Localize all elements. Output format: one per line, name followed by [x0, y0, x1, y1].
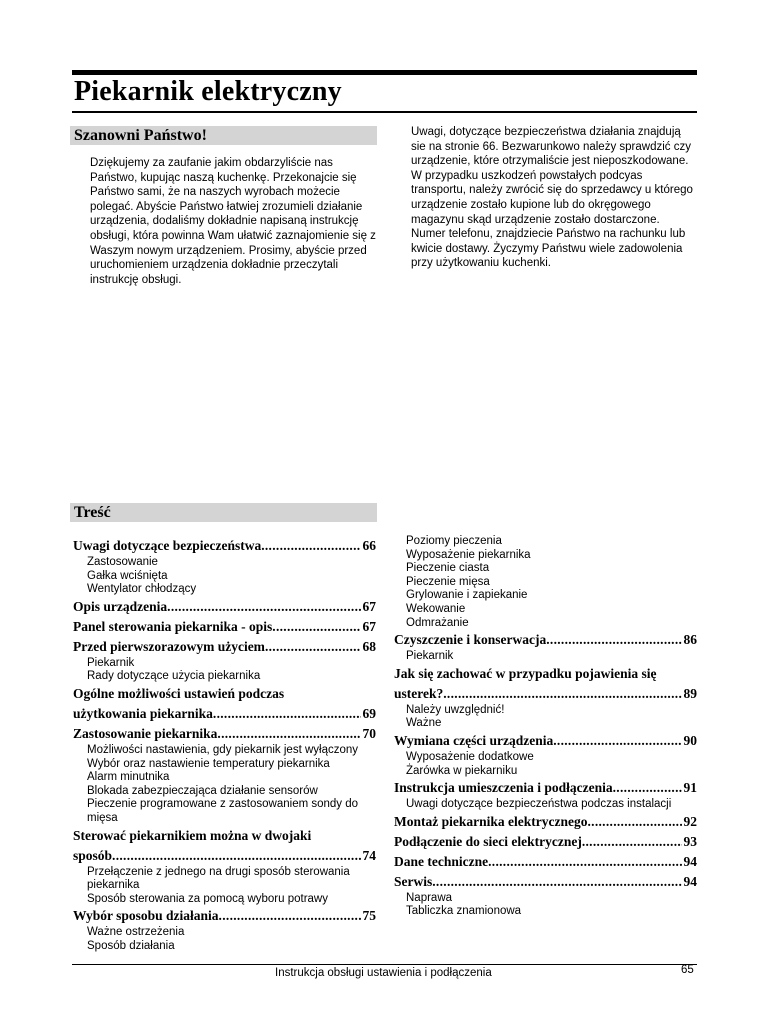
toc-subentry[interactable]: Sposób sterowania za pomocą wyboru potrawy: [87, 892, 328, 905]
toc-entry-title: Opis urządzenia: [73, 598, 168, 614]
toc-entry-title: Montaż piekarnika elektrycznego: [394, 813, 588, 829]
toc-right-column: [394, 535, 697, 919]
toc-leader: [261, 536, 360, 556]
toc-entry-title: Wybór sposobu działania: [73, 908, 219, 924]
toc-leader: [488, 852, 681, 872]
toc-entry-page: 86: [683, 632, 697, 648]
toc-entry-page: 67: [362, 618, 376, 634]
toc-subentry[interactable]: Pieczenie mięsa: [406, 575, 490, 588]
toc-entry-title: Panel sterowania piekarnika - opis: [73, 618, 273, 634]
toc-subentry[interactable]: Wyposażenie dodatkowe: [406, 750, 534, 763]
toc-heading: Treść: [70, 503, 377, 522]
toc-subentry[interactable]: Alarm minutnika: [87, 771, 170, 784]
toc-subentry[interactable]: Piekarnik: [87, 656, 135, 669]
toc-subentry[interactable]: Naprawa: [406, 891, 453, 904]
toc-entry[interactable]: [394, 731, 697, 751]
toc-entry-page: 70: [362, 725, 376, 741]
toc-subentry[interactable]: Możliwości nastawienia, gdy piekarnik jest wyłączony: [87, 743, 359, 756]
toc-entry-page: 94: [683, 873, 697, 889]
footer-text: Instrukcja obsługi ustawienia i podłączenia: [275, 967, 492, 979]
toc-leader: [219, 906, 361, 926]
toc-subentry[interactable]: Uwagi dotyczące bezpieczeństwa podczas instalacji: [406, 798, 672, 811]
toc-entry[interactable]: [73, 724, 376, 744]
toc-entry-page: 69: [362, 705, 376, 721]
toc-subentry[interactable]: Gałka wciśnięta: [87, 569, 168, 582]
toc-entry-page: 91: [683, 780, 697, 796]
toc-entry-page: 89: [683, 685, 697, 701]
greeting-heading: Szanowni Państwo!: [70, 126, 377, 145]
toc-leader: [613, 778, 682, 798]
intro-left-paragraph: Dziękujemy za zaufanie jakim obdarzyliście nas Państwo, kupując naszą kuchenkę. Przekonajcie się Państwo sami, że na naszych wyrobach możecie polegać. Abyście Państwo łatwiej zrozumieli działanie urządzenia, dodaliśmy dokładnie napisaną instrukcję obsługi, która powinna Wam ułatwić zaznajomienie się z Waszym nowym urządzeniem. Prosimy, abyście przed uruchomieniem urządzenia dokładnie przeczytali instrukcję obsługi.: [90, 157, 376, 286]
toc-entry[interactable]: [73, 637, 376, 657]
toc-entry-title-line1: Sterować piekarnikiem można w dwojaki: [73, 827, 312, 843]
toc-subentry[interactable]: Grylowanie i zapiekanie: [406, 589, 528, 602]
toc-entry[interactable]: [73, 684, 376, 724]
top-rule: [72, 70, 697, 75]
toc-subentry[interactable]: Rady dotyczące użycia piekarnika: [87, 670, 261, 683]
toc-subentry[interactable]: Przełączenie z jednego na drugi sposób sterowania piekarnika: [87, 865, 350, 892]
toc-subentry[interactable]: Tabliczka znamionowa: [406, 905, 522, 918]
toc-subentry[interactable]: Należy uwzględnić!: [406, 703, 505, 716]
toc-subentry[interactable]: Sposób działania: [87, 939, 175, 952]
toc-entry-page: 66: [362, 538, 376, 553]
toc-left-column: [73, 536, 376, 954]
toc-entry-title: Czyszczenie i konserwacja: [394, 632, 547, 648]
toc-entry[interactable]: [394, 630, 697, 650]
toc-subentry[interactable]: Pieczenie programowane z zastosowaniem sondy do mięsa: [87, 798, 359, 824]
toc-subentry[interactable]: Wentylator chłodzący: [87, 583, 197, 596]
toc-entry[interactable]: [394, 778, 697, 798]
toc-subentry[interactable]: Zastosowanie: [87, 556, 158, 568]
toc-leader: [587, 812, 681, 832]
toc-entry[interactable]: [394, 852, 697, 872]
toc-leader: [112, 846, 360, 866]
toc-subentry[interactable]: Wyposażenie piekarnika: [406, 548, 531, 561]
toc-subentry[interactable]: Wekowanie: [406, 602, 466, 615]
toc-leader: [443, 684, 681, 704]
toc-entry[interactable]: [73, 826, 376, 866]
toc-entry[interactable]: [394, 872, 697, 892]
toc-entry-title: Podłączenie do sieci elektrycznej: [394, 833, 582, 849]
toc-entry[interactable]: [73, 617, 376, 637]
toc-entry-title: Dane techniczne: [394, 853, 489, 869]
toc-entry[interactable]: [73, 597, 376, 617]
toc-subentry[interactable]: Blokada zabezpieczająca działanie sensorów: [87, 784, 318, 797]
toc-entry-title: Przed pierwszorazowym użyciem: [73, 638, 265, 654]
toc-subentry[interactable]: Pieczenie ciasta: [406, 562, 490, 575]
toc-entry-page: 94: [683, 853, 697, 869]
toc-subentry[interactable]: Piekarnik: [406, 650, 454, 663]
toc-leader: [546, 630, 681, 650]
toc-leader: [553, 731, 681, 751]
toc-leader: [272, 617, 360, 637]
toc-subentry[interactable]: Wybór oraz nastawienie temperatury piekarnika: [87, 757, 330, 770]
toc-leader: [432, 872, 681, 892]
toc-subentry[interactable]: Ważne ostrzeżenia: [87, 926, 185, 939]
footer-page-number: 65: [681, 964, 694, 976]
footer-rule: [72, 964, 697, 965]
toc-entry-title: Instrukcja umieszczenia i podłączenia: [394, 780, 613, 796]
toc-entry-page: 92: [683, 813, 697, 829]
toc-leader: [213, 704, 361, 724]
toc-entry-title-line2: sposób: [73, 847, 113, 863]
toc-entry-page: 90: [683, 732, 697, 748]
toc-leader: [582, 832, 682, 852]
toc-entry-page: 93: [683, 833, 697, 849]
toc-entry-title-line2: użytkowania piekarnika: [73, 705, 213, 721]
toc-entry[interactable]: [73, 536, 376, 556]
toc-entry-page: 68: [362, 638, 376, 654]
title-rule: [72, 111, 697, 113]
toc-entry-page: 74: [362, 847, 376, 863]
toc-subentry[interactable]: Poziomy pieczenia: [406, 535, 502, 547]
toc-leader: [217, 724, 360, 744]
toc-leader: [167, 597, 360, 617]
toc-entry-title-line1: Ogólne możliwości ustawień podczas: [73, 685, 285, 701]
toc-entry-title: Uwagi dotyczące bezpieczeństwa: [73, 538, 262, 553]
toc-entry-title: Wymiana części urządzenia: [394, 732, 554, 748]
page-title: Piekarnik elektryczny: [74, 76, 342, 107]
toc-entry[interactable]: [394, 832, 697, 852]
toc-entry-title: Zastosowanie piekarnika: [73, 725, 218, 741]
toc-entry[interactable]: [394, 664, 697, 704]
toc-entry-title: Serwis: [394, 873, 433, 889]
toc-entry-title-line2: usterek?: [394, 685, 444, 701]
toc-entry-title-line1: Jak się zachować w przypadku pojawienia się: [394, 665, 657, 681]
intro-right-paragraph: Uwagi, dotyczące bezpieczeństwa działania znajdują sie na stronie 66. Bezwarunkowo należy sprawdzić czy urządzenie, które otrzymaliście jest nieposzkodowane. W przypadku uszkodzeń powstałych podcyas transportu, należy zwrócić się do sprzedawcy u którego urządzenie zostało kupione lub do okręgowego magazynu skąd urządzenie zostało dostarczone. Numer telefonu, znajdziecie Państwo na rachunku lub kwicie dostawy. Życzymy Państwu wiele zadowolenia przy użytkowaniu kuchenki.: [411, 126, 693, 270]
toc-subentry[interactable]: Ważne: [406, 717, 442, 730]
toc-entry[interactable]: [73, 906, 376, 926]
toc-entry-page: 75: [362, 908, 376, 924]
toc-leader: [265, 637, 361, 657]
toc-entry-page: 67: [362, 598, 376, 614]
toc-subentry[interactable]: Żarówka w piekarniku: [406, 764, 518, 777]
toc-subentry[interactable]: Odmrażanie: [406, 616, 469, 629]
toc-entry[interactable]: [394, 812, 697, 832]
